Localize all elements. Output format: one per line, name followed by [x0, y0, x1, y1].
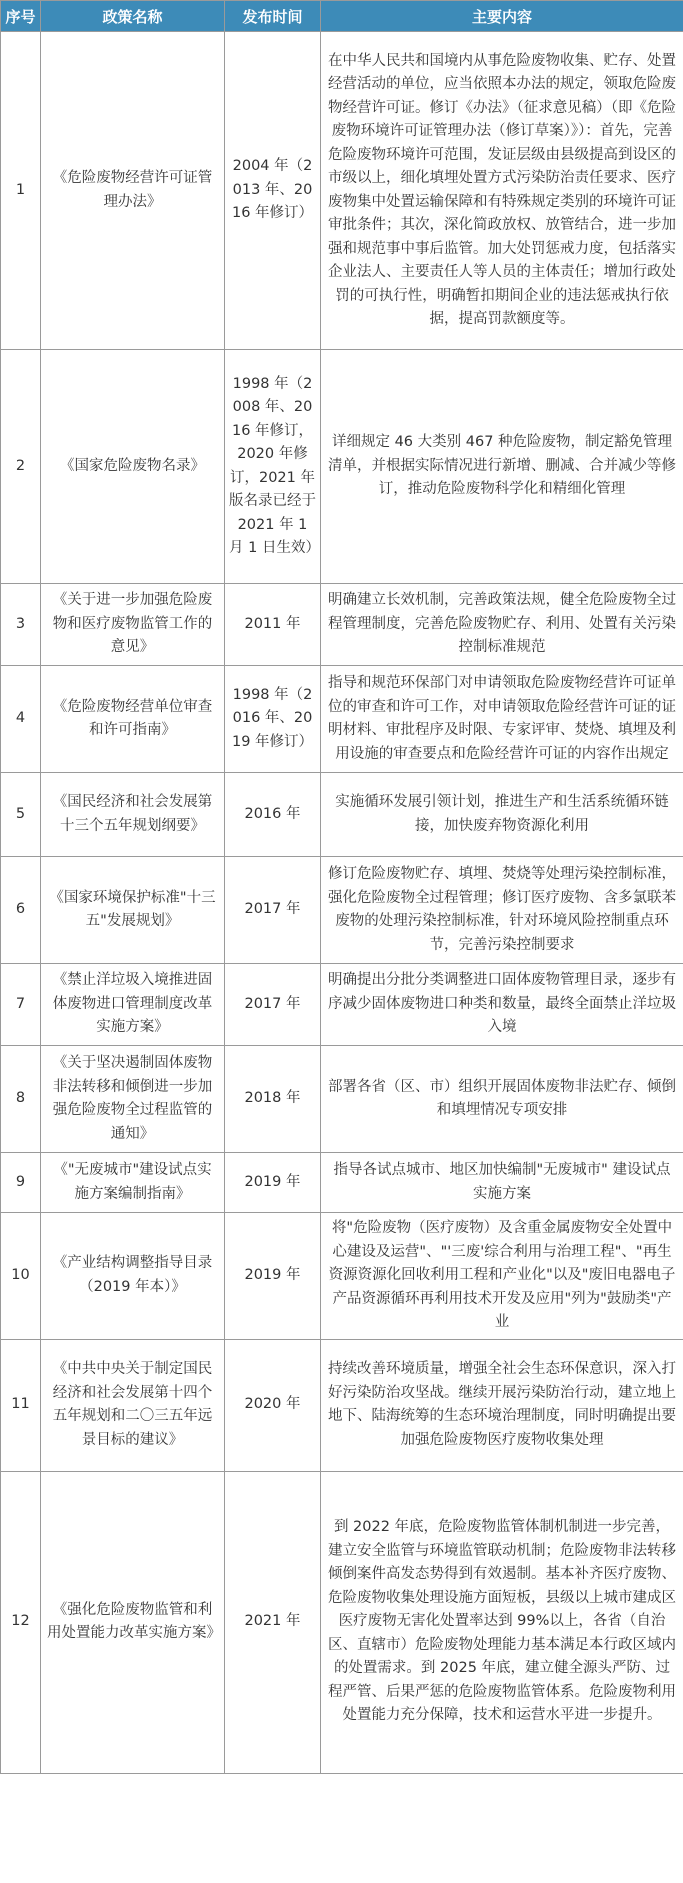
- main-content-cell: 指导和规范环保部门对申请领取危险废物经营许可证单位的审查和许可工作，对申请领取危险经营许可证的证明材料、审批程序及时限、专家评审、焚烧、填埋及利用设施的审查要点和危险经营许可证的内容作出规定: [321, 666, 683, 773]
- policy-name-cell: 《禁止洋垃圾入境推进固体废物进口管理制度改革实施方案》: [41, 964, 225, 1046]
- serial-cell: 8: [1, 1046, 41, 1153]
- serial-cell: 7: [1, 964, 41, 1046]
- table-row: [1, 350, 683, 584]
- main-content-cell: 将"危险废物（医疗废物）及含重金属废物安全处置中心建设及运营"、"'三废'综合利用与治理工程"、"再生资源资源化回收利用工程和产业化"以及"废旧电器电子产品资源循环再利用技术开发及应用"列为"鼓励类"产业: [321, 1213, 683, 1340]
- table-row: [1, 1471, 683, 1773]
- release-date-cell: 2018 年: [225, 1046, 321, 1153]
- main-content-cell: 在中华人民共和国境内从事危险废物收集、贮存、处置经营活动的单位，应当依照本办法的规定，领取危险废物经营许可证。修订《办法》（征求意见稿）（即《危险废物环境许可证管理办法（修订草案）》）：首先，完善危险废物环境许可范围，发证层级由县级提高到设区的市级以上，细化填埋处置方式污染防治责任要求、医疗废物集中处置运输保障和有特殊规定类别的环境许可证审批条件；其次，深化简政放权、放管结合，进一步加强和规范事中事后监管。加大处罚惩戒力度，包括落实企业法人、主要责任人等人员的主体责任；增加行政处罚的可执行性，明确暂扣期间企业的违法惩戒执行依据，提高罚款额度等。: [321, 32, 683, 350]
- table-row: [1, 1046, 683, 1153]
- main-content-cell: 持续改善环境质量，增强全社会生态环保意识，深入打好污染防治攻坚战。继续开展污染防治行动，建立地上地下、陆海统筹的生态环境治理制度，同时明确提出要加强危险废物医疗废物收集处理: [321, 1339, 683, 1471]
- main-content-cell: 部署各省（区、市）组织开展固体废物非法贮存、倾倒和填埋情况专项安排: [321, 1046, 683, 1153]
- release-date-cell: 2017 年: [225, 964, 321, 1046]
- serial-cell: 6: [1, 857, 41, 964]
- serial-cell: 9: [1, 1153, 41, 1213]
- header-row: [1, 1, 683, 32]
- table-row: [1, 773, 683, 857]
- policy-name-cell: 《国民经济和社会发展第十三个五年规划纲要》: [41, 773, 225, 857]
- release-date-cell: 2020 年: [225, 1339, 321, 1471]
- release-date-cell: 2019 年: [225, 1213, 321, 1340]
- release-date-cell: 2021 年: [225, 1471, 321, 1773]
- serial-cell: 4: [1, 666, 41, 773]
- table-row: [1, 1339, 683, 1471]
- serial-cell: 5: [1, 773, 41, 857]
- serial-cell: 1: [1, 32, 41, 350]
- release-date-cell: 2011 年: [225, 584, 321, 666]
- policy-name-cell: 《国家危险废物名录》: [41, 350, 225, 584]
- release-date-cell: 2019 年: [225, 1153, 321, 1213]
- policy-name-cell: 《危险废物经营单位审查和许可指南》: [41, 666, 225, 773]
- policy-name-cell: 《关于进一步加强危险废物和医疗废物监管工作的意见》: [41, 584, 225, 666]
- policy-name-cell: 《危险废物经营许可证管理办法》: [41, 32, 225, 350]
- table-row: [1, 857, 683, 964]
- main-content-cell: 修订危险废物贮存、填埋、焚烧等处理污染控制标准，强化危险废物全过程管理；修订医疗废物、含多氯联苯废物的处理污染控制标准，针对环境风险控制重点环节，完善污染控制要求: [321, 857, 683, 964]
- table-row: [1, 666, 683, 773]
- release-date-cell: 1998 年（2008 年、2016 年修订，2020 年修订，2021 年版名录已经于 2021 年 1 月 1 日生效）: [225, 350, 321, 584]
- header-policy-name: 政策名称: [41, 1, 225, 32]
- policy-name-cell: 《强化危险废物监管和利用处置能力改革实施方案》: [41, 1471, 225, 1773]
- header-main-content: 主要内容: [321, 1, 683, 32]
- release-date-cell: 1998 年（2016 年、2019 年修订）: [225, 666, 321, 773]
- header-release-date: 发布时间: [225, 1, 321, 32]
- serial-cell: 12: [1, 1471, 41, 1773]
- table-row: [1, 964, 683, 1046]
- main-content-cell: 详细规定 46 大类别 467 种危险废物，制定豁免管理清单，并根据实际情况进行新增、删减、合并减少等修订，推动危险废物科学化和精细化管理: [321, 350, 683, 584]
- serial-cell: 2: [1, 350, 41, 584]
- policy-name-cell: 《国家环境保护标准"十三五"发展规划》: [41, 857, 225, 964]
- policy-name-cell: 《产业结构调整指导目录（2019 年本）》: [41, 1213, 225, 1340]
- main-content-cell: 明确提出分批分类调整进口固体废物管理目录，逐步有序减少固体废物进口种类和数量，最终全面禁止洋垃圾入境: [321, 964, 683, 1046]
- release-date-cell: 2016 年: [225, 773, 321, 857]
- serial-cell: 3: [1, 584, 41, 666]
- main-content-cell: 明确建立长效机制，完善政策法规，健全危险废物全过程管理制度，完善危险废物贮存、利用、处置有关污染控制标准规范: [321, 584, 683, 666]
- table-row: [1, 32, 683, 350]
- main-content-cell: 到 2022 年底，危险废物监管体制机制进一步完善，建立安全监管与环境监管联动机制；危险废物非法转移倾倒案件高发态势得到有效遏制。基本补齐医疗废物、危险废物收集处理设施方面短板，县级以上城市建成区医疗废物无害化处置率达到 99%以上，各省（自治区、直辖市）危险废物处理能力基本满足本行政区域内的处置需求。到 2025 年底，建立健全源头严防、过程严管、后果严惩的危险废物监管体系。危险废物利用处置能力充分保障，技术和运营水平进一步提升。: [321, 1471, 683, 1773]
- table-row: [1, 1213, 683, 1340]
- main-content-cell: 指导各试点城市、地区加快编制"无废城市" 建设试点实施方案: [321, 1153, 683, 1213]
- main-content-cell: 实施循环发展引领计划，推进生产和生活系统循环链接，加快废弃物资源化利用: [321, 773, 683, 857]
- serial-cell: 11: [1, 1339, 41, 1471]
- release-date-cell: 2017 年: [225, 857, 321, 964]
- header-serial: 序号: [1, 1, 41, 32]
- policy-name-cell: 《"无废城市"建设试点实施方案编制指南》: [41, 1153, 225, 1213]
- serial-cell: 10: [1, 1213, 41, 1340]
- table-row: [1, 584, 683, 666]
- policy-name-cell: 《中共中央关于制定国民经济和社会发展第十四个五年规划和二〇三五年远景目标的建议》: [41, 1339, 225, 1471]
- release-date-cell: 2004 年（2013 年、2016 年修订）: [225, 32, 321, 350]
- table-row: [1, 1153, 683, 1213]
- policy-name-cell: 《关于坚决遏制固体废物非法转移和倾倒进一步加强危险废物全过程监管的通知》: [41, 1046, 225, 1153]
